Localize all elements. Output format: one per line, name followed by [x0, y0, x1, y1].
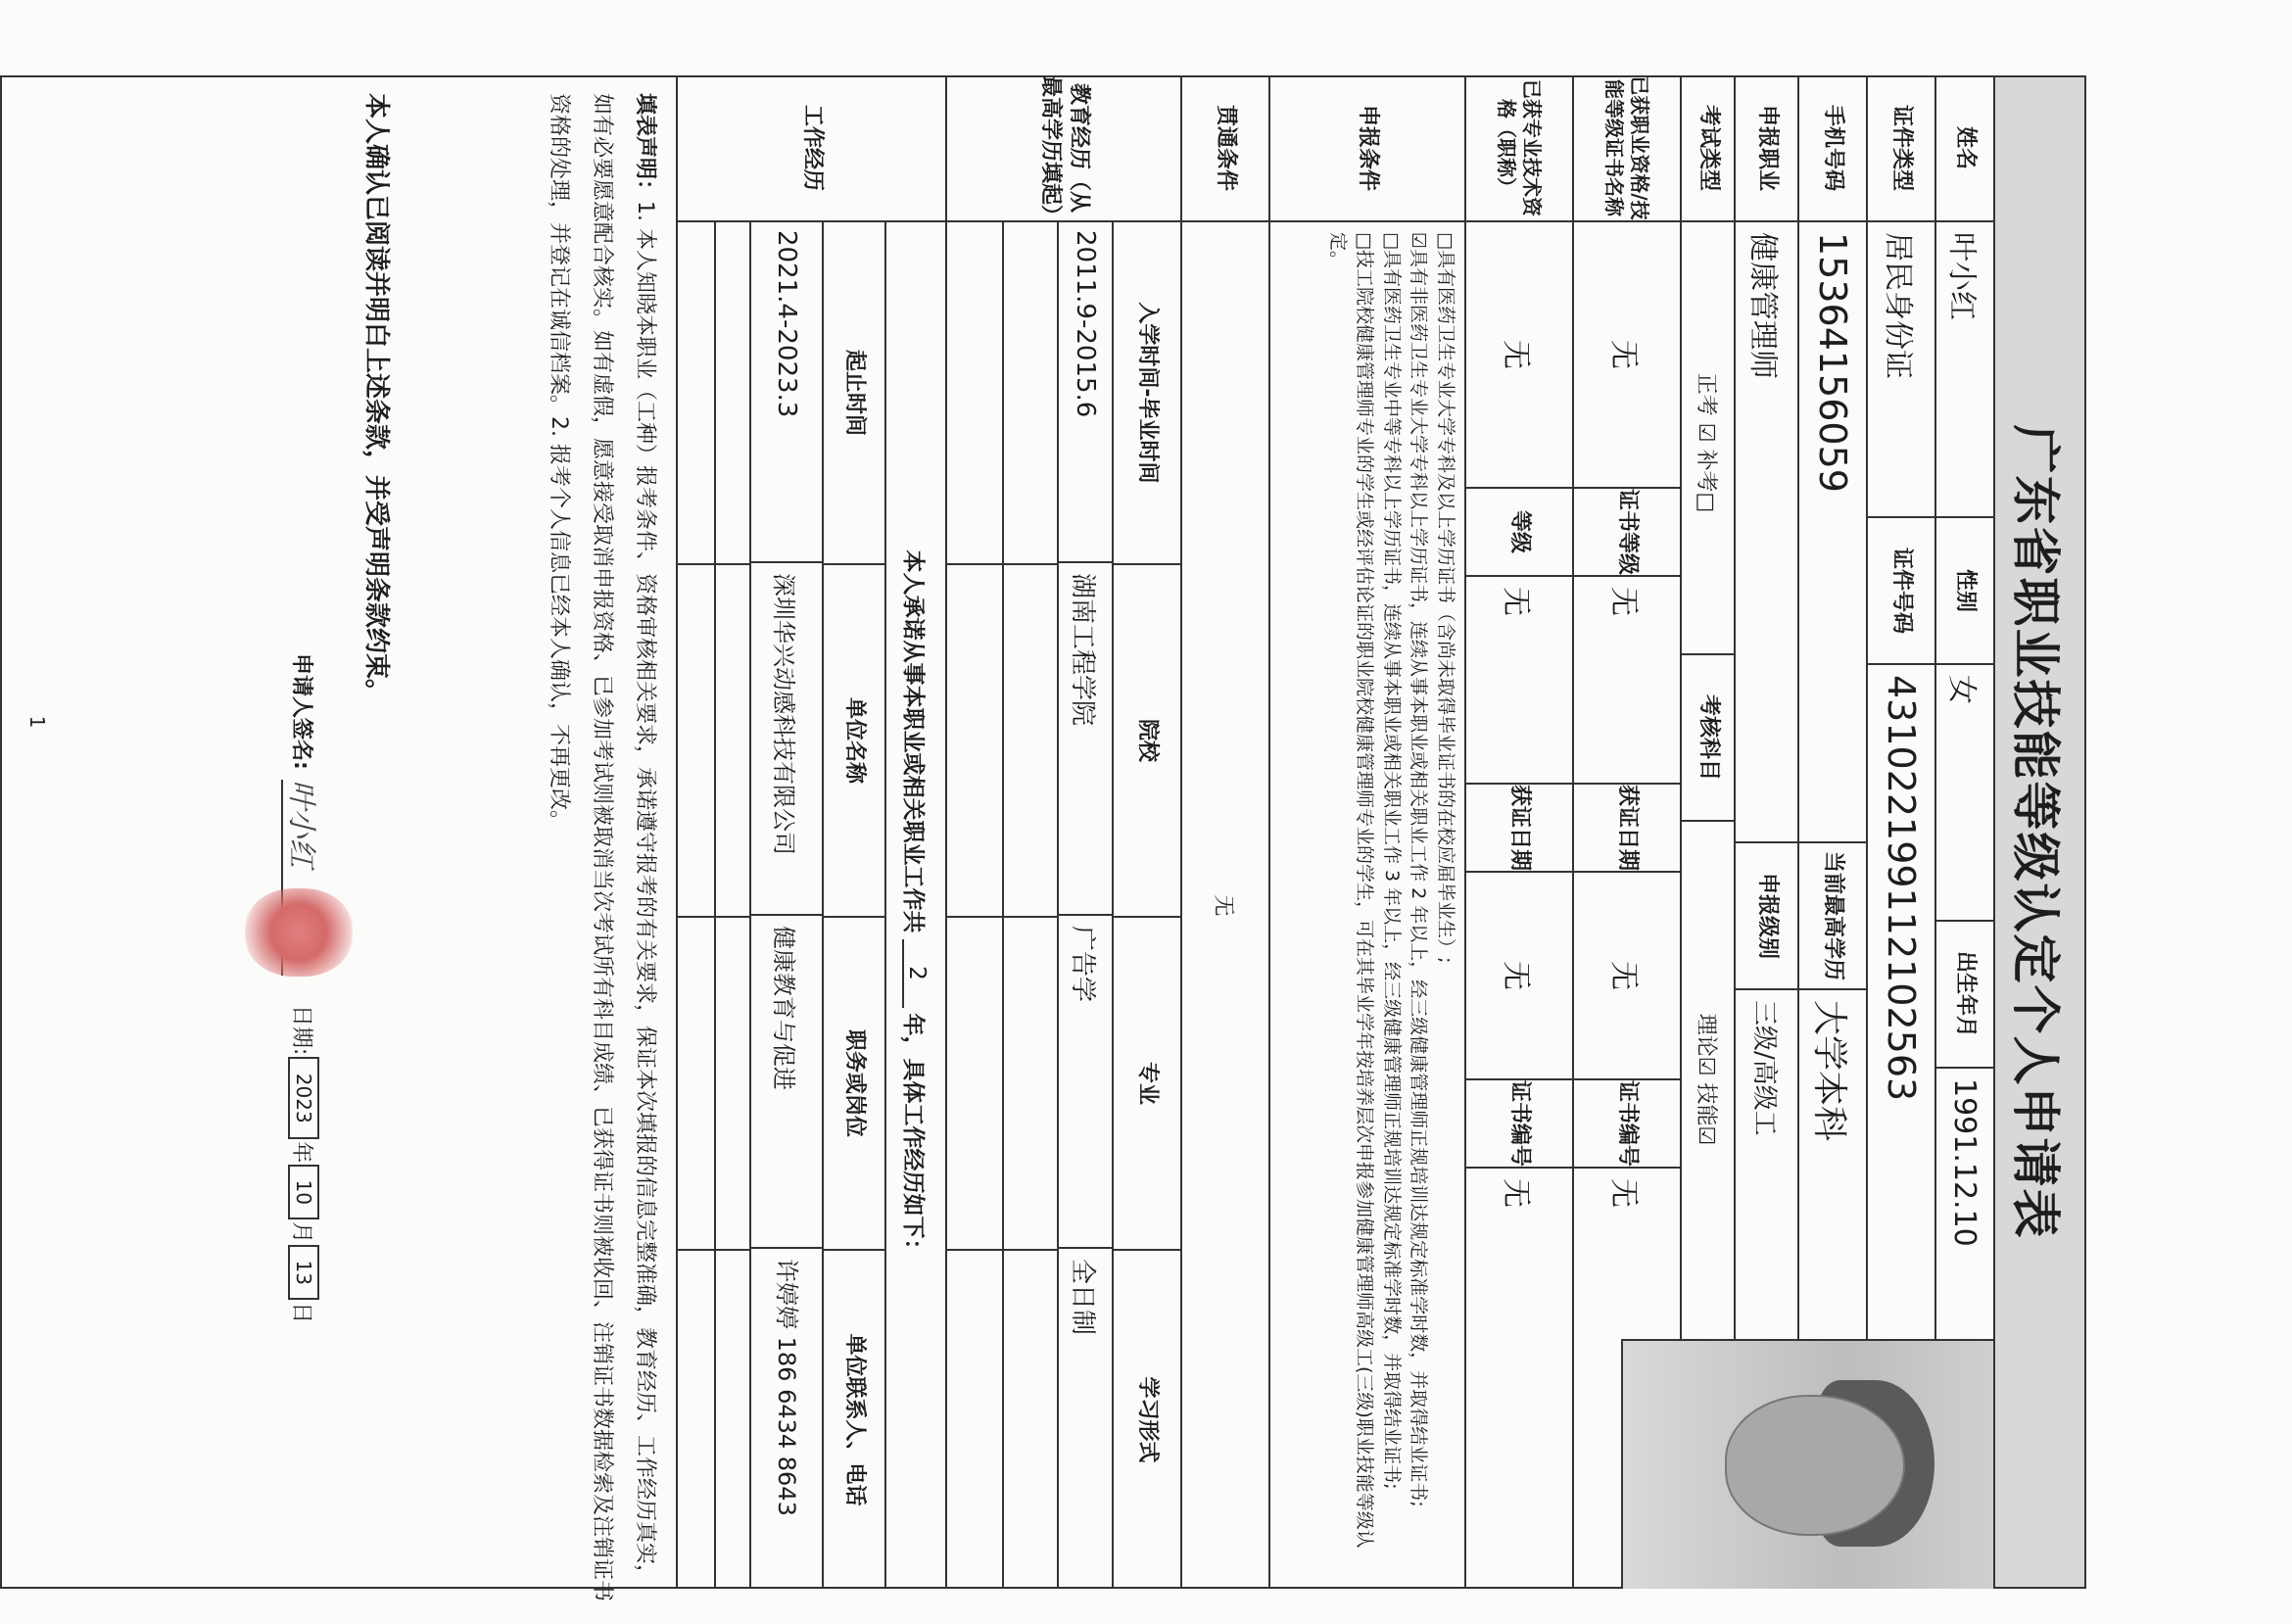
fingerprint-stamp: [245, 888, 353, 977]
row-occupation: [1734, 75, 1797, 1339]
table-row: [947, 222, 1002, 1589]
work-commit-suffix: 年，具体工作经历如下：: [900, 1013, 927, 1262]
work-head-position: 职务或岗位: [824, 918, 884, 1251]
edu-row1-major: 广告学: [1059, 926, 1112, 1249]
cert1-level-label: 证书等级: [1574, 489, 1680, 577]
signature-label: 申请人签名:: [289, 653, 314, 770]
statement-text-block: [527, 75, 676, 1624]
id-no-label: 证件号码: [1868, 518, 1934, 665]
table-row: [1057, 222, 1112, 1589]
work-row1-company: 深圳华兴动感科技有限公司: [751, 573, 822, 916]
condition-item-2[interactable]: ☑具有非医药卫生专业大学专科以上学历证书，连续从事本职业或相关职业工作 2 年以上，经三级健康管理师正规培训达规定标准学时数，并取得结业证书;: [1408, 232, 1430, 1507]
statement-confirm: 本人确认已阅读并明白上述条款，并受声明条款约束。: [361, 93, 391, 705]
row-cert1: [1572, 75, 1680, 1589]
date-month-char: 月: [289, 1221, 314, 1244]
date-day-box[interactable]: 13: [288, 1245, 319, 1300]
table-row: [1002, 222, 1057, 1589]
occupation-value: 健康管理师: [1745, 232, 1781, 379]
photo-face: [1725, 1395, 1905, 1536]
condition-item-3[interactable]: □具有医药卫生专业中等专科以上学历证书，连续从事本职业或相关职业工作 3 年以上，经三级健康管理师正规培训达规定标准学时数，并取得结业证书;: [1380, 232, 1403, 1490]
education-header: [1112, 222, 1180, 1589]
row-education: [945, 75, 1180, 1589]
education-label: 教育经历（从最高学历填起）: [947, 75, 1180, 222]
cert2-label: 已获专业技术资格（职称）: [1466, 75, 1572, 222]
work-table: [678, 222, 945, 1589]
statement-section: [0, 75, 676, 1602]
cert1-level: 无: [1606, 587, 1641, 616]
work-head-contact: 单位联系人、电话: [842, 1333, 868, 1506]
edu-head-school: 院校: [1114, 565, 1180, 918]
date-year-char: 年: [289, 1141, 314, 1164]
work-head-company: 单位名称: [824, 565, 884, 918]
row-work: [676, 75, 945, 1589]
id-type-value: 居民身份证: [1881, 232, 1915, 379]
date-year-box[interactable]: 2023: [288, 1057, 319, 1139]
exam-subject-label: 考核科目: [1682, 655, 1734, 822]
edu-row1-form: 全日制: [1068, 1259, 1098, 1336]
id-type-label: 证件类型: [1868, 75, 1934, 222]
edu-head-form: 学习形式: [1135, 1376, 1161, 1463]
exam-type-label: 考试类型: [1682, 75, 1734, 222]
table-row: [714, 222, 749, 1589]
cert2-date-label: 获证日期: [1466, 785, 1572, 873]
row-through: [1180, 75, 1268, 1589]
id-no-value: 431022199112102563: [1880, 675, 1923, 1102]
exam-type-value[interactable]: 正考 ☑ 补考□: [1694, 372, 1718, 513]
work-label: 工作经历: [678, 75, 945, 222]
edu-row1-school: 湖南工程学院: [1059, 573, 1112, 916]
work-commit-prefix: 本人承诺从事本职业或相关职业工作共: [900, 549, 927, 933]
cert2-date: 无: [1499, 961, 1533, 990]
cert1-value: 无: [1606, 340, 1641, 369]
application-form: [0, 75, 2086, 1602]
form-title: 广东省职业技能等级认定个人申请表: [2007, 424, 2065, 1240]
work-commit-years[interactable]: 2: [902, 939, 930, 1008]
work-row1-contact: 许婷婷 186 6434 8643: [773, 1259, 801, 1516]
page-number: 1: [25, 715, 49, 729]
edu-head-major: 专业: [1114, 918, 1180, 1251]
row-phone: [1797, 75, 1866, 1339]
cert2-value: 无: [1499, 340, 1533, 369]
cert1-label: 已获职业资格/技能等级证书名称: [1574, 75, 1680, 222]
birth-label: 出生年月: [1936, 922, 1993, 1069]
edu-row1-time: 2011.9-2015.6: [1059, 230, 1112, 563]
cert2-level-label: 等级: [1466, 489, 1572, 577]
edu-label: 当前最高学历: [1799, 843, 1866, 990]
name-value: 叶小红: [1944, 232, 1979, 320]
statement-label: 填表声明：: [633, 93, 657, 202]
level-value: 三级/高级工: [1749, 1000, 1779, 1136]
form-title-bar: [1993, 75, 2086, 1589]
gender-value: 女: [1944, 675, 1979, 704]
level-label: 申报级别: [1736, 843, 1797, 990]
row-name: [1934, 75, 1993, 1339]
occupation-label: 申报职业: [1736, 75, 1797, 222]
signature-line: [274, 653, 333, 1574]
signature-value[interactable]: 叶小红: [281, 780, 326, 976]
cert2-no-label: 证书编号: [1466, 1080, 1572, 1169]
cert2-level: 无: [1499, 587, 1533, 616]
edu-head-time: 入学时间-毕业时间: [1114, 222, 1180, 565]
work-header: [822, 222, 884, 1589]
date-label: 日期:: [289, 1004, 314, 1056]
work-commit-line: [886, 222, 945, 1589]
statement-text: 1. 本人知晓本职业（工种）报考条件、资格审核相关要求，承诺遵守报考的有关要求，保证本次填报的信息完整准确，教育经历、工作经历真实，如有必要愿意配合核实。如有虚假，愿意接受取消申报资格、已参加考试则被取消当次考试所有科目成绩、已获得证书则被收回、注销证书数据检索及注销证书资格的处理，并登记在诚信档案。2. 报考个人信息已经本人确认，不再更改。: [547, 93, 657, 1602]
through-label: 贯通条件: [1182, 75, 1268, 222]
cert1-date: 无: [1606, 961, 1641, 990]
table-row: [678, 222, 714, 1589]
cert1-no: 无: [1606, 1178, 1641, 1208]
work-row1-time: 2021.4-2023.3: [751, 230, 822, 563]
condition-item-1[interactable]: □具有医药卫生专业大学专科及以上学历证书（含尚未取得毕业证书的在校应届毕业生）;: [1435, 232, 1456, 964]
cert2-no: 无: [1499, 1178, 1533, 1208]
work-head-time: 起止时间: [824, 222, 884, 565]
birth-value: 1991.12.10: [1947, 1078, 1982, 1247]
edu-value: 大学本科: [1809, 1000, 1850, 1142]
exam-subject-value[interactable]: 理论☑ 技能☑: [1694, 1013, 1718, 1146]
conditions-list: [1270, 232, 1464, 1579]
row-cert2: [1464, 75, 1572, 1589]
cert1-no-label: 证书编号: [1574, 1080, 1680, 1169]
table-row: [749, 222, 822, 1589]
condition-item-4[interactable]: □技工院校健康管理师专业的学生或经评估论证的职业院校健康管理师专业的学生，可在其毕业学年按培养层次申报参加健康管理师高级工(三级)职业技能等级认定。: [1326, 232, 1376, 1549]
row-id: [1866, 75, 1934, 1339]
cert1-date-label: 获证日期: [1574, 785, 1680, 873]
phone-value: 15364156059: [1811, 232, 1854, 493]
work-row1-position: 健康教育与促进: [751, 926, 822, 1249]
phone-label: 手机号码: [1799, 75, 1866, 222]
through-value: 无: [1211, 894, 1236, 917]
row-conditions: [1268, 75, 1464, 1589]
conditions-label: 申报条件: [1270, 75, 1464, 222]
date-day-char: 日: [289, 1302, 314, 1324]
gender-label: 性别: [1936, 518, 1993, 665]
date-month-box[interactable]: 10: [288, 1165, 319, 1219]
row-exam: [1680, 75, 1734, 1339]
name-label: 姓名: [1936, 75, 1993, 222]
work-commitment: [884, 222, 945, 1589]
education-table: [947, 222, 1180, 1589]
